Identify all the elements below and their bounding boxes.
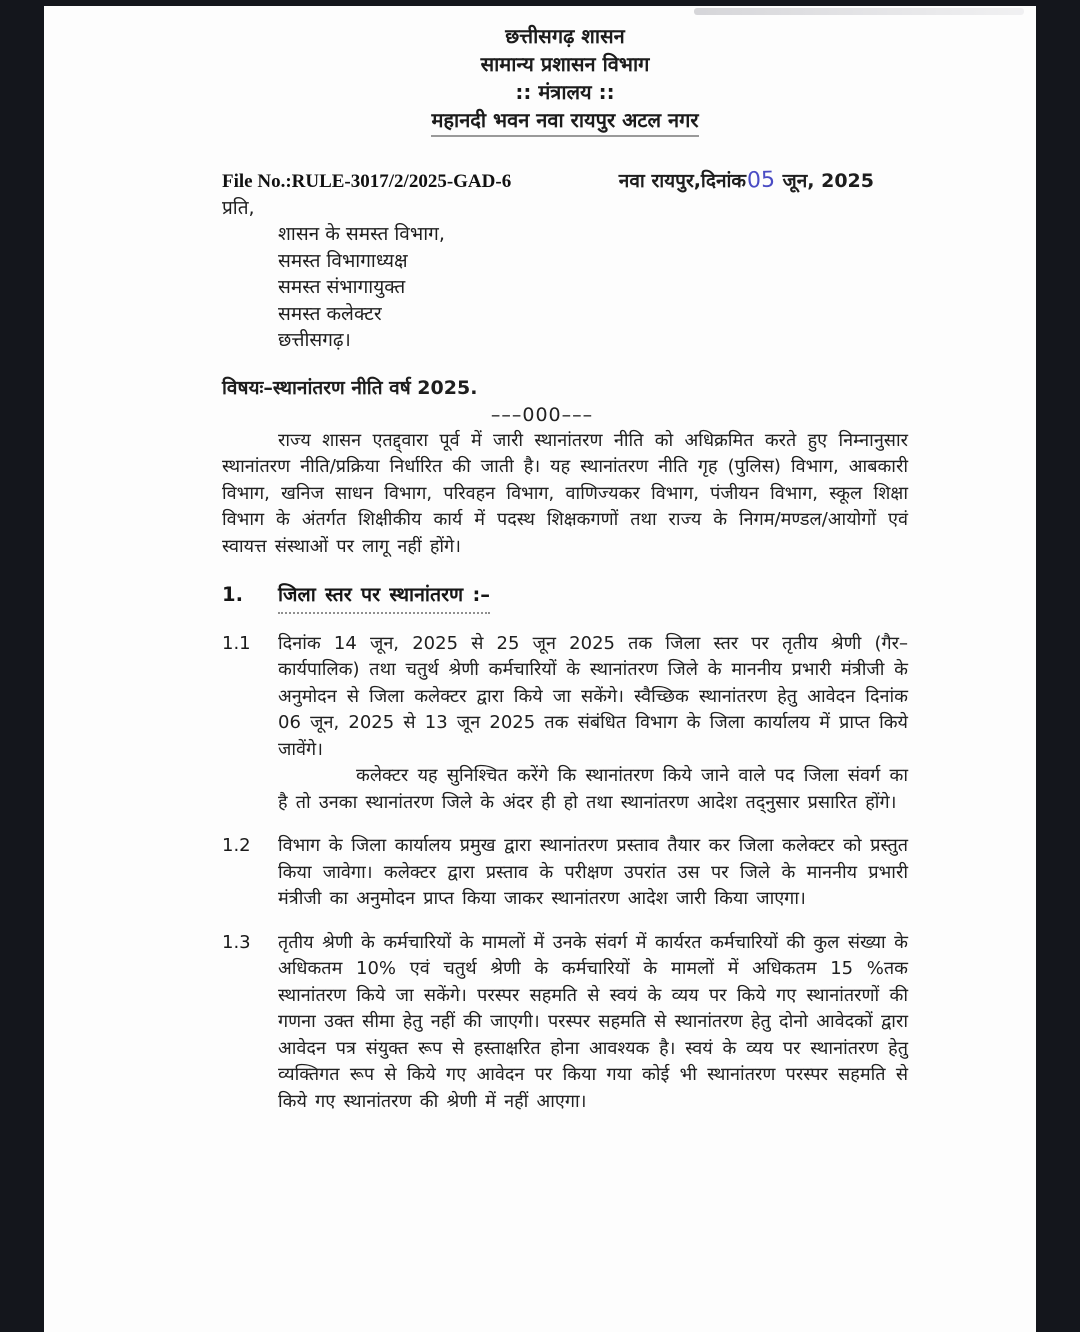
clause-1-3 bbox=[222, 930, 908, 1116]
addressee-item: छत्तीसगढ़। bbox=[278, 329, 351, 351]
handwritten-date: 05 bbox=[746, 167, 776, 194]
clause-text: तृतीय श्रेणी के कर्मचारियों के मामलों में उनके संवर्ग में कार्यरत कर्मचारियों की कुल संख्या के अधिकतम 10% एवं चतुर्थ श्रेणी के कर्मचारियों के मामलों में अधिकतम 15 %तक स्थानांतरण किये जा सकेंगे। परस्पर सहमति से स्वयं के व्यय पर किये गए स्थानांतरणों की गणना उक्त सीमा हेतु नहीं की जाएगी। परस्पर सहमति से स्थानांतरण हेतु दोनो आवेदकों द्वारा आवेदन पत्र संयुक्त रूप से हस्ताक्षरित होना आवश्यक है। स्वयं के व्यय पर स्थानांतरण हेतु व्यक्तिगत रूप से किये गए आवेदन पर किया गया कोई भी स्थानांतरण परस्पर सहमति से किये गए स्थानांतरण की श्रेणी में नहीं आएगा। bbox=[278, 931, 908, 1112]
file-number: File No.:RULE-3017/2/2025-GAD-6 bbox=[222, 171, 512, 192]
place-date-line bbox=[619, 167, 874, 193]
clause-number: 1.2 bbox=[222, 835, 251, 856]
clause-1-2 bbox=[222, 833, 908, 913]
letter-body bbox=[222, 428, 908, 1116]
section-number: 1. bbox=[222, 583, 243, 606]
addressee-item: समस्त कलेक्टर bbox=[278, 302, 382, 325]
intro-paragraph: राज्य शासन एतद्द्वारा पूर्व में जारी स्थानांतरण नीति को अधिक्रमित करते हुए निम्नानुसार स्थानांतरण नीति/प्रक्रिया निर्धारित की जाती है। यह स्थानांतरण नीति गृह (पुलिस) विभाग, आबकारी विभाग, खनिज साधन विभाग, परिवहन विभाग, वाणिज्यकर विभाग, पंजीयन विभाग, स्कूल शिक्षा विभाग के अंतर्गत शिक्षीकीय कार्य में पदस्थ शिक्षकगणों तथा राज्य के निगम/मण्डल/आयोगों एवं स्वायत्त संस्थाओं पर लागू नहीं होंगे। bbox=[222, 429, 908, 557]
clause-text: कलेक्टर यह सुनिश्चित करेंगे कि स्थानांतरण किये जाने वाले पद जिला संवर्ग का है तो उनका स्थानांतरण जिले के अंदर ही हो तथा स्थानांतरण आदेश तद्नुसार प्रसारित होंगे। bbox=[278, 765, 908, 813]
addressee-list bbox=[278, 221, 1036, 354]
salutation: प्रति, bbox=[222, 197, 255, 219]
section-title: जिला स्तर पर स्थानांतरण :– bbox=[278, 582, 490, 614]
section-divider: –––000––– bbox=[490, 403, 594, 426]
subject-line: विषयः–स्थानांतरण नीति वर्ष 2025. bbox=[222, 376, 478, 399]
letterhead-department-name: सामान्य प्रशासन विभाग bbox=[480, 52, 650, 76]
clause-1-1 bbox=[222, 631, 908, 817]
scan-smudge bbox=[694, 8, 1024, 15]
clause-text: विभाग के जिला कार्यालय प्रमुख द्वारा स्थानांतरण प्रस्ताव तैयार कर जिला कलेक्टर को प्रस्तुत किया जावेगा। कलेक्टर द्वारा प्रस्ताव के परीक्षण उपरांत उस पर जिले के माननीय प्रभारी मंत्रीजी का अनुमोदन प्राप्त किया जाकर स्थानांतरण आदेश जारी किया जाएगा। bbox=[278, 835, 908, 909]
letterhead bbox=[94, 22, 1036, 137]
clause-number: 1.3 bbox=[222, 931, 251, 953]
section-1-heading bbox=[222, 582, 908, 614]
date-prefix: नवा रायपुर,दिनांक bbox=[618, 170, 747, 192]
clause-number: 1.1 bbox=[222, 632, 251, 654]
addressee-item: समस्त संभागायुक्त bbox=[278, 276, 406, 298]
file-and-date-row bbox=[222, 167, 874, 193]
document-page bbox=[44, 6, 1036, 1332]
addressee-item: शासन के समस्त विभाग, bbox=[278, 223, 445, 245]
addressee-item: समस्त विभागाध्यक्ष bbox=[278, 249, 408, 272]
letterhead-address-line: महानदी भवन नवा रायपुर अटल नगर bbox=[94, 106, 1036, 137]
letterhead-mantralaya: :: मंत्रालय :: bbox=[515, 80, 615, 104]
letterhead-government-name: छत्तीसगढ़ शासन bbox=[505, 24, 625, 48]
clause-text: दिनांक 14 जून, 2025 से 25 जून 2025 तक जिला स्तर पर तृतीय श्रेणी (गैर–कार्यपालिक) तथा चतुर्थ श्रेणी कर्मचारियों के स्थानांतरण जिले के माननीय प्रभारी मंत्रीजी के अनुमोदन से जिला कलेक्टर द्वारा किये जा सकेंगे। स्वैच्छिक स्थानांतरण हेतु आवेदन दिनांक 06 जून, 2025 से 13 जून 2025 तक संबंधित विभाग के जिला कार्यालय में प्राप्त किये जावेंगे। bbox=[278, 632, 908, 760]
date-suffix: जून, 2025 bbox=[782, 170, 874, 192]
